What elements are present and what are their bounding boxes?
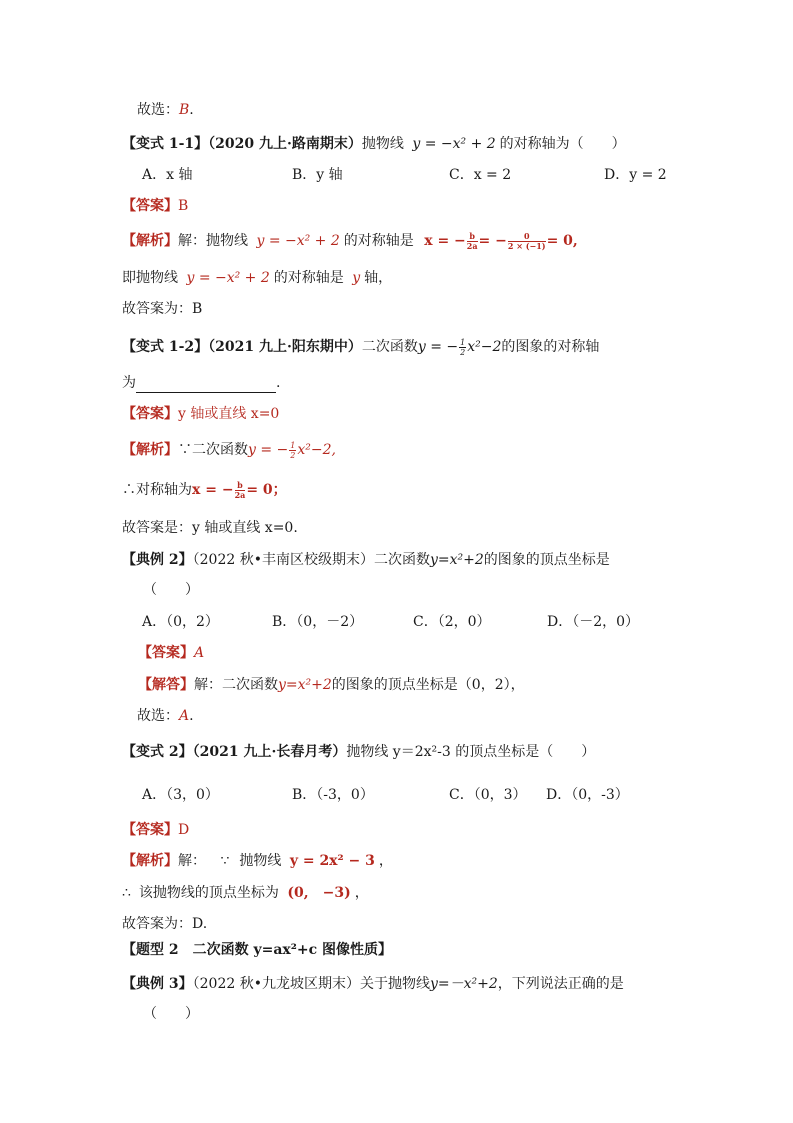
variant-1-2-solution-line2 xyxy=(122,480,287,500)
example-2-solution-line1 xyxy=(138,675,525,695)
s4-l1c: ， xyxy=(378,853,393,869)
variant-1-1-option-c: C．x = 2 xyxy=(449,167,512,183)
solution-l2b: 的对称轴是 xyxy=(273,270,344,286)
example-3-source: （2022 秋•九龙坡区期末）关于抛物线 xyxy=(192,976,430,992)
s2-ypre: y = − xyxy=(248,442,289,458)
example-2-paren: （ ） xyxy=(143,582,199,598)
example-3-text: ，下列说法正确的是 xyxy=(497,976,624,992)
s3-text2: 的图象的顶点坐标是（0，2）， xyxy=(331,677,525,693)
answer-value-2: y 轴或直线 x=0 xyxy=(178,406,280,422)
variant-2-source: （2021 九上·长春月考） xyxy=(192,744,347,760)
answer-value-4: D xyxy=(178,822,190,838)
prior-answer-prefix: 故选： xyxy=(137,102,179,118)
answer-value-3: A xyxy=(194,645,205,661)
example-2-answer xyxy=(138,643,204,663)
s3-expr: y=x²+2 xyxy=(278,677,332,693)
variant-2-option-d: D．（0，-3） xyxy=(546,787,629,803)
solution-text: 解：抛物线 xyxy=(178,233,248,249)
variant-1-1-option-d: D．y = 2 xyxy=(604,167,667,183)
formula-x: x = − xyxy=(424,233,466,249)
s3-l2: 故选： xyxy=(137,708,179,724)
variant-1-1-text1: 抛物线 xyxy=(361,136,404,152)
solution-tag-3: 【解答】 xyxy=(138,677,194,693)
solution-text2: 的对称轴是 xyxy=(343,233,414,249)
variant-2-tag: 【变式 2】 xyxy=(122,744,193,760)
example-2-option-b: B．（0，－2） xyxy=(272,614,364,630)
solution-2-expr xyxy=(248,442,336,458)
s2-frac-n: 1 xyxy=(290,440,296,450)
s2-b: b xyxy=(235,481,246,491)
variant-1-2-question xyxy=(122,337,599,357)
variant-2-option-b: B．（-3，0） xyxy=(292,787,374,803)
solution-tag-4: 【解析】 xyxy=(122,853,178,869)
fraction-half xyxy=(459,338,466,357)
expr-post: x²−2 xyxy=(467,339,502,355)
solution-2-text: ∵二次函数 xyxy=(178,442,248,458)
answer-blank[interactable] xyxy=(136,378,276,393)
solution-l2d: 轴， xyxy=(364,270,393,286)
q2-l2a: 为 xyxy=(122,375,136,391)
prior-answer-line xyxy=(137,100,194,120)
solution-l2c: y xyxy=(352,270,361,286)
s2-fraction-b-2a xyxy=(235,481,246,500)
variant-1-2-solution-line3: 故答案是：y 轴或直线 x=0. xyxy=(122,520,298,536)
variant-1-1-source: （2020 九上·路南期末） xyxy=(208,136,362,152)
example-2-solution-line2 xyxy=(137,706,194,726)
variant-2-option-a: A．（3，0） xyxy=(142,787,219,803)
variant-1-1-option-b: B．y 轴 xyxy=(292,167,343,183)
because-symbol: ∵ xyxy=(220,853,230,869)
frac-num-0: 0 xyxy=(508,232,546,242)
s2-res: = 0； xyxy=(246,482,287,498)
solution-expr: y = −x² + 2 xyxy=(256,233,340,249)
s4-l1b: 抛物线 xyxy=(239,853,282,869)
example-2-text: 的图象的顶点坐标是 xyxy=(483,552,610,568)
section-heading-type-2: 【题型 2 二次函数 y=ax²+c 图像性质】 xyxy=(122,942,393,958)
fraction-0-over-den xyxy=(508,232,546,251)
variant-1-2-answer xyxy=(122,404,279,424)
example-3-tag: 【典例 3】 xyxy=(122,976,193,992)
variant-1-1-expr: y = −x² + 2 xyxy=(412,136,496,152)
variant-1-1-text2: 的对称轴为（ ） xyxy=(499,136,626,152)
s2-2a: 2a xyxy=(234,489,246,500)
example-2-source: （2022 秋•丰南区校级期末）二次函数 xyxy=(192,552,430,568)
s4-l2b: ， xyxy=(354,885,369,901)
solution-tag-2: 【解析】 xyxy=(122,442,178,458)
s2-l2a: ∴对称轴为 xyxy=(122,482,192,498)
answer-tag-3: 【答案】 xyxy=(138,645,194,661)
s2-post: x²−2, xyxy=(297,442,336,458)
frac-d: 2 xyxy=(460,347,466,357)
frac-num: b xyxy=(467,232,478,242)
variant-1-2-question-line2 xyxy=(122,373,280,393)
variant-1-2-expr xyxy=(418,339,502,355)
formula-result: = 0, xyxy=(546,233,578,249)
variant-2-option-c: C．（0，3） xyxy=(449,787,527,803)
variant-2-answer xyxy=(122,820,189,840)
variant-1-2-tag: 【变式 1-2】 xyxy=(122,339,209,355)
answer-tag-2: 【答案】 xyxy=(122,406,178,422)
variant-1-2-solution-line1 xyxy=(122,440,336,460)
variant-2-question xyxy=(122,742,595,762)
variant-1-1-option-a: A．x 轴 xyxy=(142,167,193,183)
prior-answer-end: . xyxy=(189,102,194,118)
variant-1-1-answer xyxy=(122,196,188,216)
solution-l2a: 即抛物线 xyxy=(122,270,178,286)
example-2-expr: y=x²+2 xyxy=(429,552,484,568)
prior-answer-value: B xyxy=(179,102,190,118)
frac-n: 1 xyxy=(460,337,466,347)
answer-tag-4: 【答案】 xyxy=(122,822,178,838)
s4-l1a: 解： xyxy=(178,853,206,869)
s2-formula xyxy=(192,479,287,500)
variant-1-2-source: （2021 九上·阳东期中） xyxy=(208,339,362,355)
example-2-tag: 【典例 2】 xyxy=(122,552,193,568)
therefore-symbol: ∴ xyxy=(122,885,131,901)
variant-1-1-solution-line1 xyxy=(122,231,578,251)
variant-1-2-text1: 二次函数 xyxy=(361,339,418,355)
variant-2-solution-line1 xyxy=(122,851,393,871)
s2-xeq: x = − xyxy=(192,482,234,498)
s4-expr: y = 2x² − 3 xyxy=(289,853,375,869)
variant-2-solution-line3: 故答案为：D. xyxy=(122,916,208,932)
expr-ypre: y = − xyxy=(417,339,459,355)
variant-1-1-solution-line3: 故答案为：B xyxy=(122,301,203,317)
s2-fraction xyxy=(289,441,296,460)
example-2-option-a: A．（0，2） xyxy=(142,614,219,630)
example-2-option-c: C．（2，0） xyxy=(413,614,491,630)
variant-1-2-text2: 的图象的对称轴 xyxy=(501,339,600,355)
variant-2-solution-line2 xyxy=(122,883,369,903)
example-2-option-d: D．（－2，0） xyxy=(547,614,640,630)
variant-1-1-question xyxy=(122,134,626,154)
fraction-b-over-2a xyxy=(467,232,478,251)
variant-1-1-tag: 【变式 1-1】 xyxy=(122,136,209,152)
frac-den-2: 2 × (−1) xyxy=(507,240,546,251)
answer-tag: 【答案】 xyxy=(122,198,178,214)
example-3-paren: （ ） xyxy=(143,1006,199,1022)
variant-1-1-solution-line2 xyxy=(122,268,392,288)
axis-formula xyxy=(424,230,578,251)
solution-tag: 【解析】 xyxy=(122,233,178,249)
s4-vertex: (0, −3) xyxy=(287,885,351,901)
variant-2-text: 抛物线 y＝2x²-3 的顶点坐标是（ ） xyxy=(346,744,596,760)
s4-l2a: 该抛物线的顶点坐标为 xyxy=(138,885,279,901)
example-2-question xyxy=(122,550,610,570)
frac-den: 2a xyxy=(466,240,478,251)
formula-eq: = − xyxy=(478,233,507,249)
answer-value: B xyxy=(178,198,189,214)
s3-l2c: . xyxy=(189,708,194,724)
s2-frac-d: 2 xyxy=(290,450,296,460)
s3-text1: 解：二次函数 xyxy=(194,677,278,693)
example-3-expr: y=－x²+2 xyxy=(429,976,498,992)
q2-l2b: . xyxy=(276,375,281,391)
s3-l2b: A xyxy=(179,708,190,724)
solution-l2-expr: y = −x² + 2 xyxy=(186,270,270,286)
example-3-question xyxy=(122,974,624,994)
